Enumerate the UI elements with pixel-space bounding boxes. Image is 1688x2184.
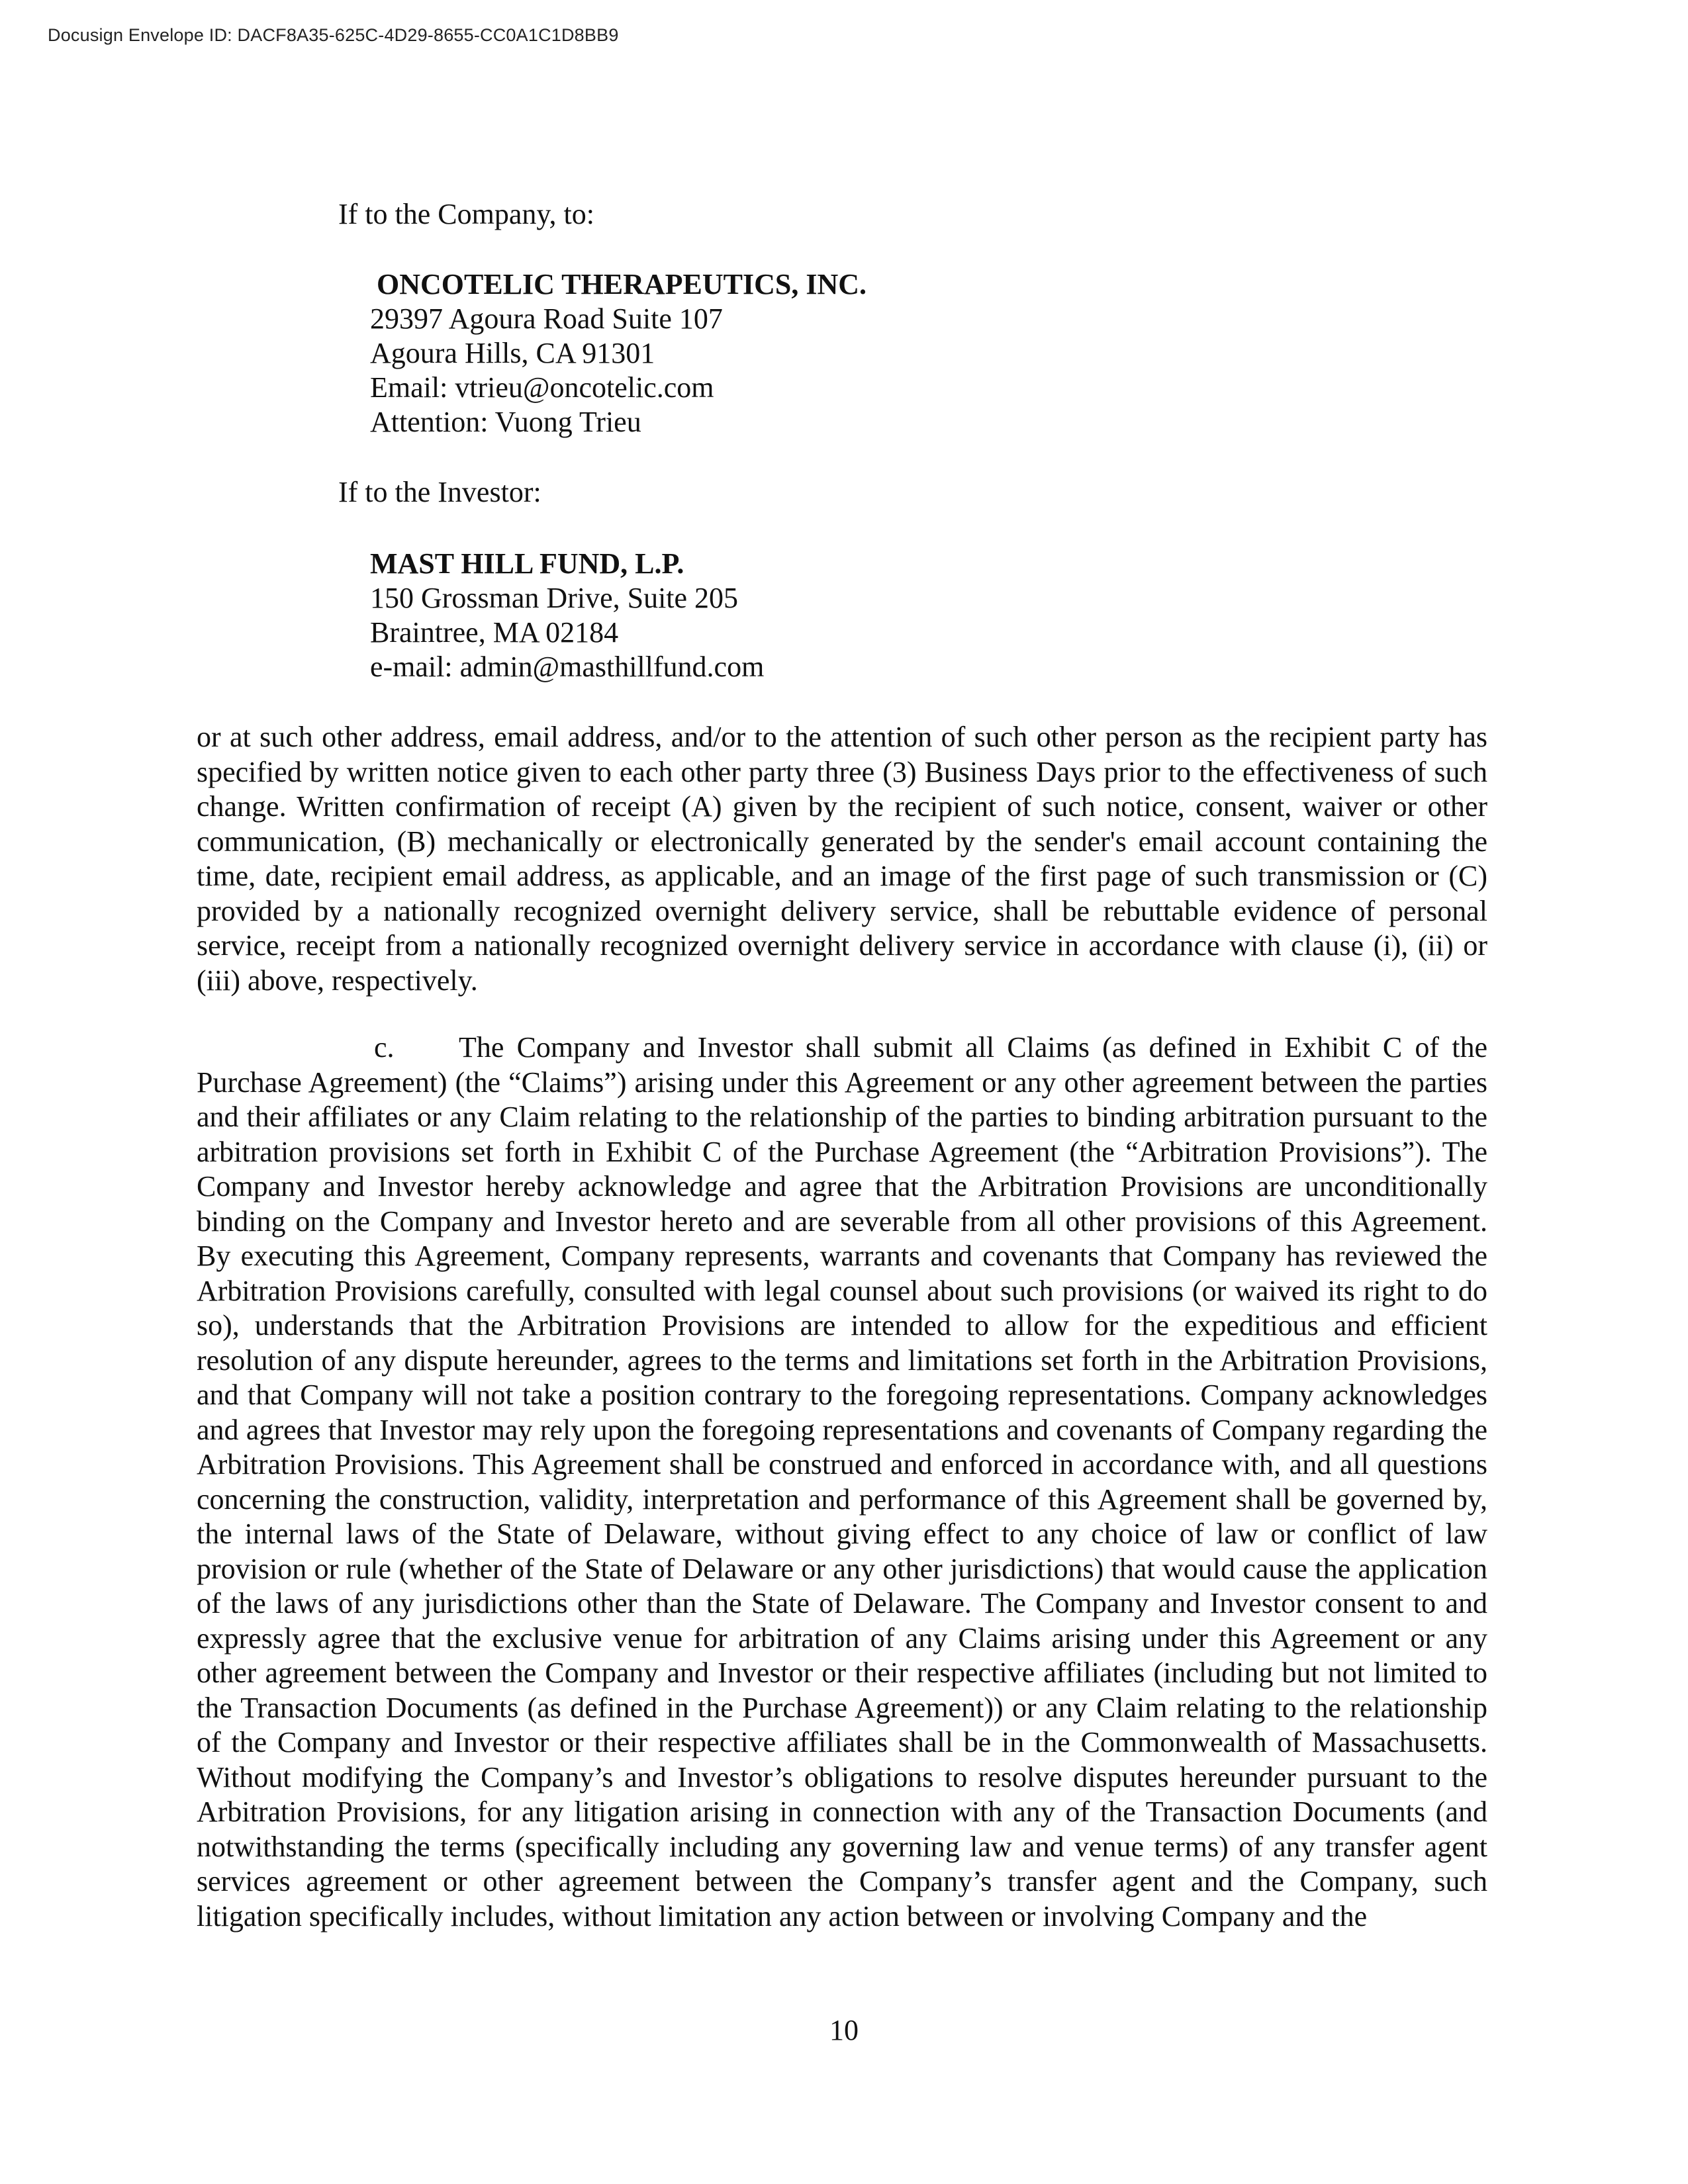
company-email: Email: vtrieu@oncotelic.com: [370, 371, 714, 404]
investor-name: MAST HILL FUND, L.P.: [370, 547, 684, 580]
investor-address-line2: Braintree, MA 02184: [370, 616, 619, 649]
page-number: 10: [829, 2014, 859, 2046]
docusign-envelope-id: Docusign Envelope ID: DACF8A35-625C-4D29-8655-CC0A1C1D8BB9: [48, 25, 619, 45]
company-attention: Attention: Vuong Trieu: [370, 406, 641, 438]
notice-paragraph: or at such other address, email address, and/or to the attention of such other person as the recipient party has specified by written notice given to each other party three (3) Business Days prior to the effectiveness of such change. Written confirmation of receipt (A) given by the recipient of such notice, consent, waiver or other communication, (B) mechanically or electronically generated by the sender's email account containing the time, date, recipient email address, as applicable, and an image of the first page of such transmission or (C) provided by a nationally recognized overnight delivery service, shall be rebuttable evidence of personal service, receipt from a nationally recognized overnight delivery service in accordance with clause (i), (ii) or (iii) above, respectively.: [197, 721, 1487, 997]
company-name: ONCOTELIC THERAPEUTICS, INC.: [377, 268, 867, 300]
investor-address-line1: 150 Grossman Drive, Suite 205: [370, 582, 739, 614]
investor-notice-heading: If to the Investor:: [338, 476, 541, 508]
company-notice-heading: If to the Company, to:: [338, 198, 594, 230]
company-address-line1: 29397 Agoura Road Suite 107: [370, 302, 723, 335]
investor-email: e-mail: admin@masthillfund.com: [370, 651, 765, 683]
company-address-line2: Agoura Hills, CA 91301: [370, 337, 655, 369]
paragraph-c-letter: c.: [374, 1031, 395, 1064]
paragraph-c: [197, 1030, 1487, 1934]
paragraph-c-text: The Company and Investor shall submit all Claims (as defined in Exhibit C of the Purchase Agreement) (the “Claims”) arising under this Agreement or any other agreement between the parties and their affiliates or any Claim relating to the relationship of the parties to binding arbitration pursuant to the arbitration provisions set forth in Exhibit C of the Purchase Agreement (the “Arbitration Provisions”). The Company and Investor hereby acknowledge and agree that the Arbitration Provisions are unconditionally binding on the Company and Investor hereto and are severable from all other provisions of this Agreement. By executing this Agreement, Company represents, warrants and covenants that Company has reviewed the Arbitration Provisions carefully, consulted with legal counsel about such provisions (or waived its right to do so), understands that the Arbitration Provisions are intended to allow for the expeditious and efficient resolution of any dispute hereunder, agrees to the terms and limitations set forth in the Arbitration Provisions, and that Company will not take a position contrary to the foregoing representations. Company acknowledges and agrees that Investor may rely upon the foregoing representations and covenants of Company regarding the Arbitration Provisions. This Agreement shall be construed and enforced in accordance with, and all questions concerning the construction, validity, interpretation and performance of this Agreement shall be governed by, the internal laws of the State of Delaware, without giving effect to any choice of law or conflict of law provision or rule (whether of the State of Delaware or any other jurisdictions) that would cause the application of the laws of any jurisdictions other than the State of Delaware. The Company and Investor consent to and expressly agree that the exclusive venue for arbitration of any Claims arising under this Agreement or any other agreement between the Company and Investor or their respective affiliates (including but not limited to the Transaction Documents (as defined in the Purchase Agreement)) or any Claim relating to the relationship of the Company and Investor or their respective affiliates shall be in the Commonwealth of Massachusetts. Without modifying the Company’s and Investor’s obligations to resolve disputes hereunder pursuant to the Arbitration Provisions, for any litigation arising in connection with any of the Transaction Documents (and notwithstanding the terms (specifically including any governing law and venue terms) of any transfer agent services agreement or other agreement between the Company’s transfer agent and the Company, such litigation specifically includes, without limitation any action between or involving Company and the: [197, 1031, 1487, 1933]
